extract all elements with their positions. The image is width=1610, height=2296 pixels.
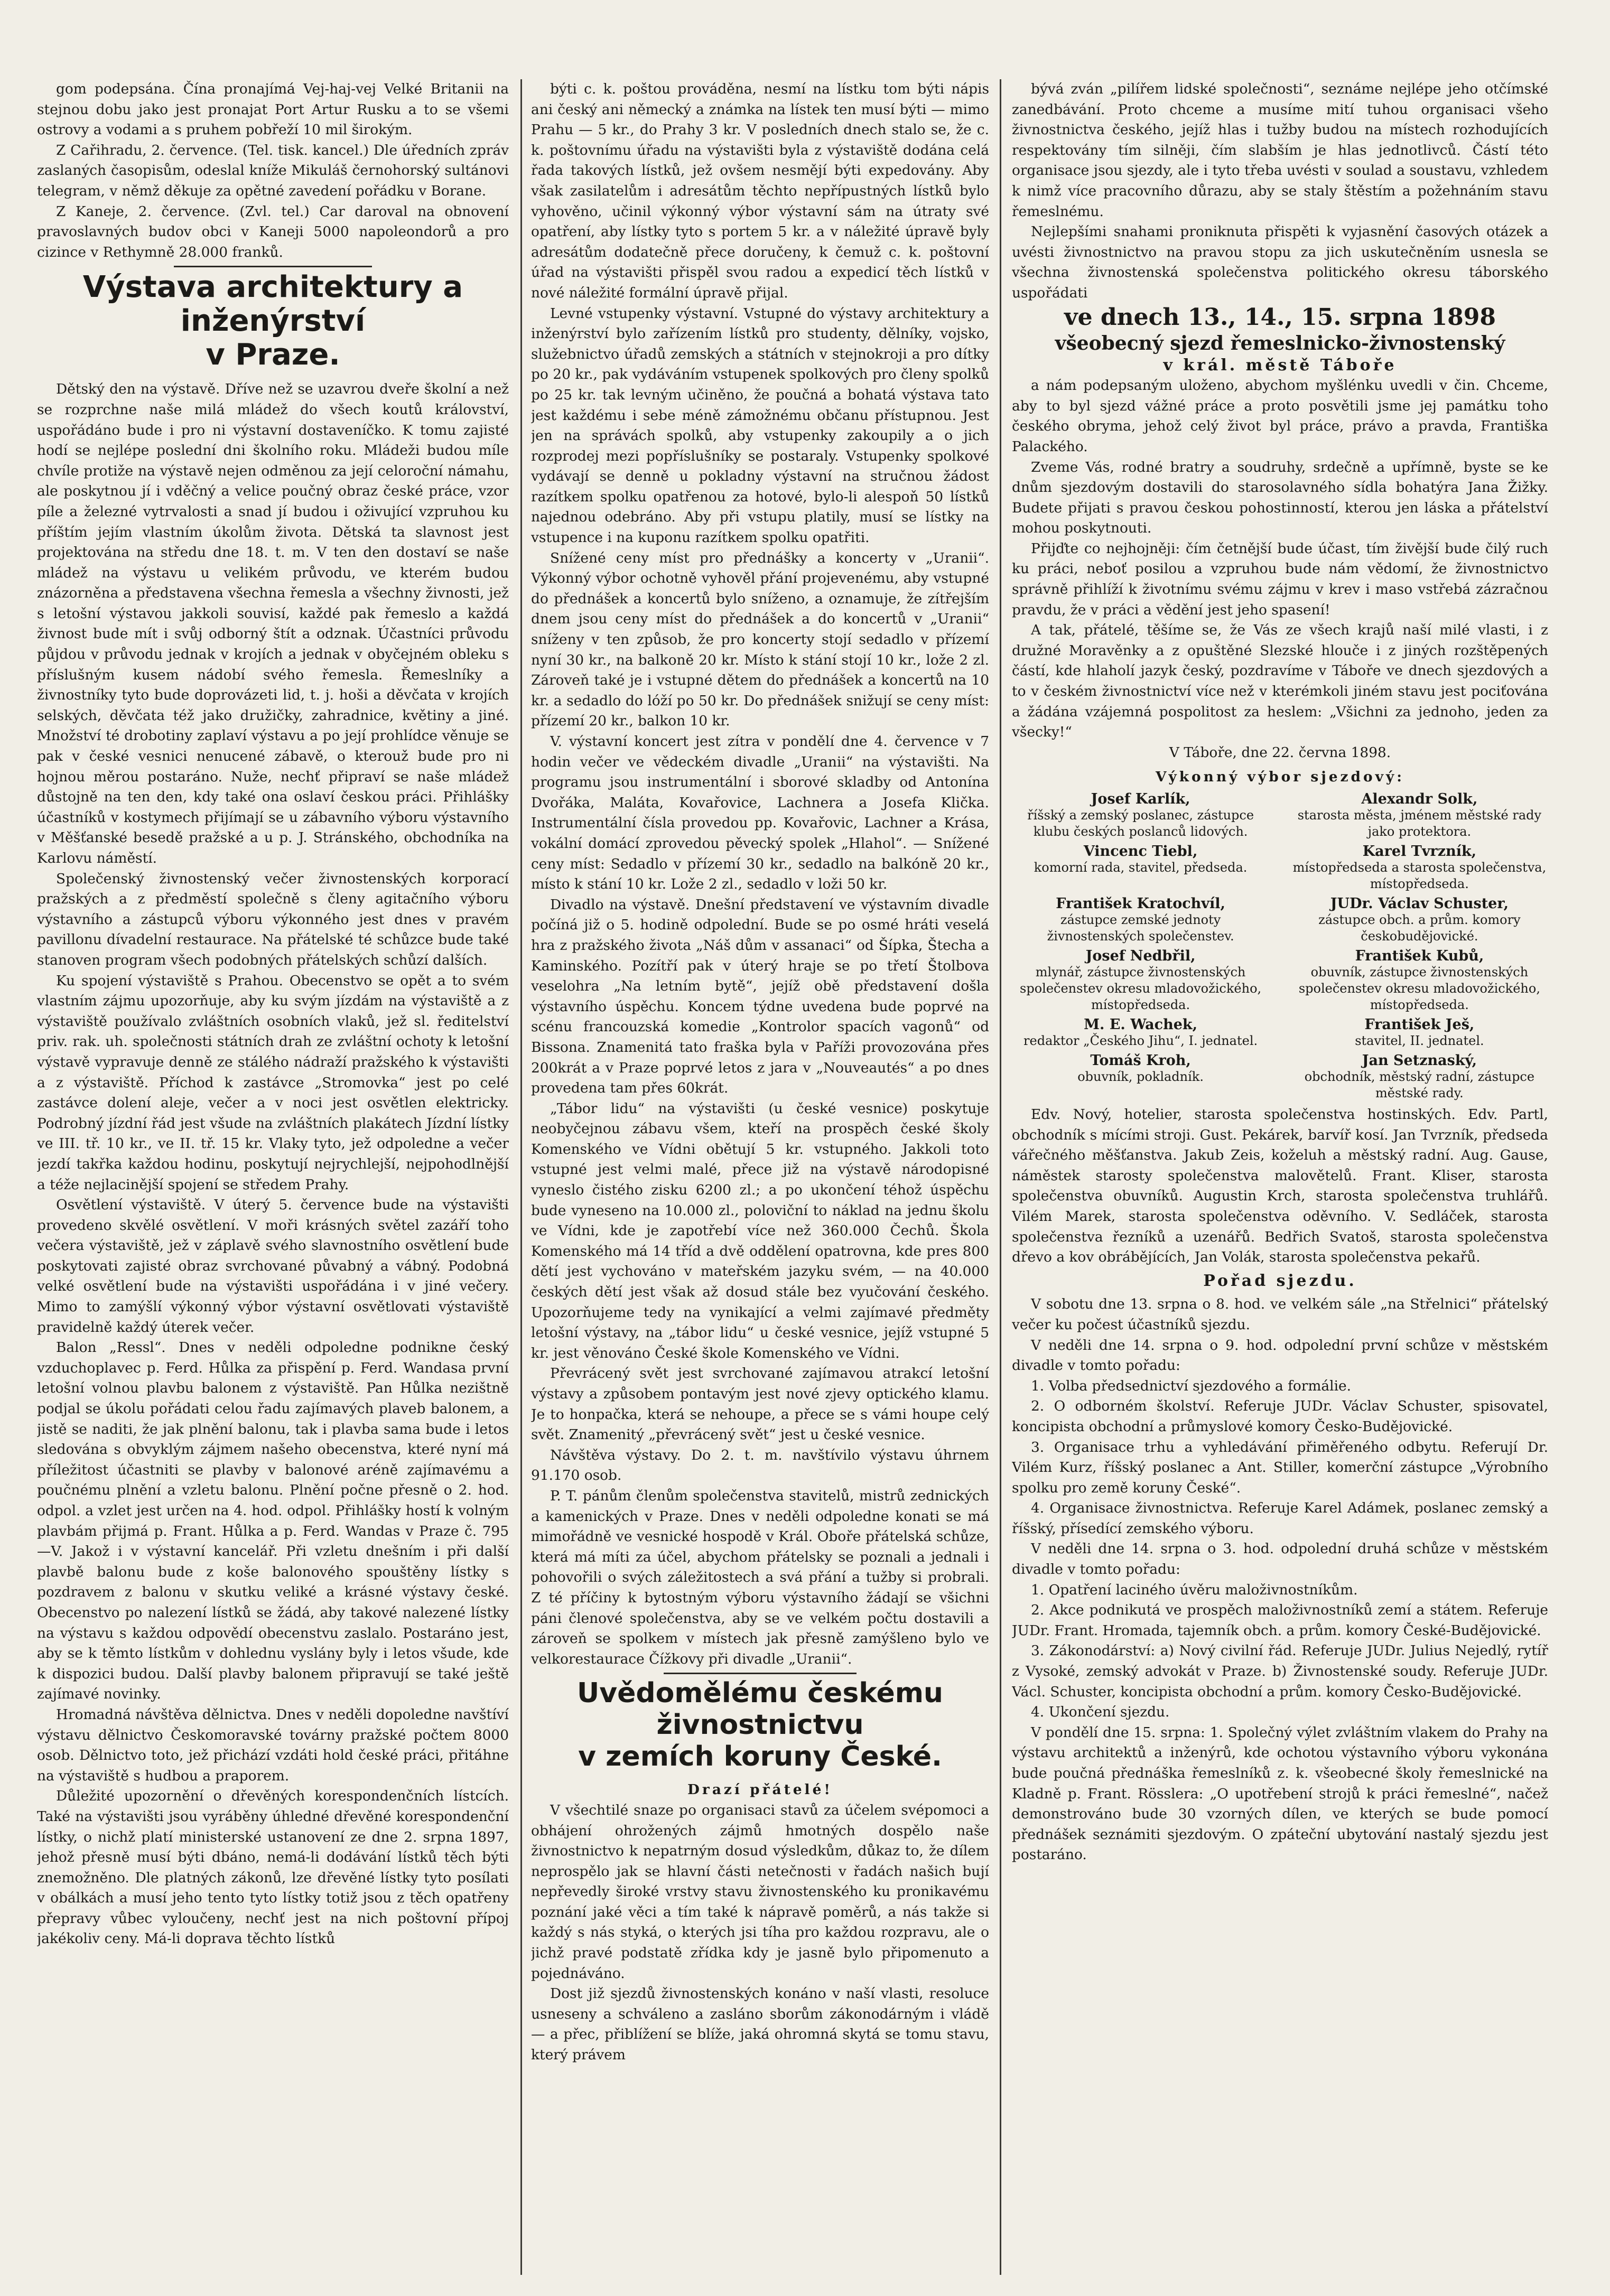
signatory-role: starosta města, jménem městské rady jako protektora. [1297,808,1542,839]
appeal-paragraph: a nám podepsaným uloženo, abychom myšlénku uvedli v čin. Chceme, aby to byl sjezd vážné práce a proto posvětili jsme jej památku toho českého obryma, jehož celý život byl práce, právo a pravda, Františka Palackého. [1012,377,1548,455]
signatory-role: redaktor „Českého Jihu“, I. jednatel. [1023,1033,1258,1048]
signatory-name: Alexandr Solk, [1361,791,1478,807]
signatory [1012,791,1269,840]
signatory-role: zástupce zemské jednoty živnostenských společenstev. [1047,912,1234,944]
signatory [1012,843,1269,892]
dateline: V Táboře, dne 22. června 1898. [1169,744,1391,761]
salutation: Drazí přátelé! [687,1781,833,1798]
news-item-carihrad: Z Cařihradu, 2. července. (Tel. tisk. kancel.) Dle úředních zpráv zaslaných časopisům, odeslal kníže Mikuláš černohorský sultánovi telegram, v němž děkuje za opětné zavedení pořádku v Borane. [37,142,509,199]
program-item: V neděli dne 14. srpna o 9. hod. odpolední první schůze v městském divadle v tomto pořadu: [1012,1337,1548,1374]
signatory-name: Jan Setznaský, [1362,1052,1477,1069]
article-paragraph: Převrácený svět jest svrchované zajímavou atrakcí letošní výstavy a způsobem pontavým jest nové zjevy optického klamu. Je to honpačka, která se nehoupe, a přece se s vámi houpe celý svět. Znamenitý „převrácený svět“ jest u české vesnice. [531,1365,989,1443]
article-paragraph: Balon „Ressl“. Dnes v neděli odpoledne podnikne český vzduchoplavec p. Ferd. Hůlka za přispění p. Ferd. Wandasa první letošní volnou plavbu balonem z výstaviště. Pan Hůlka nezištně podjal se úkolu pořádati celou řadu zajímavých plaveb balonem, a jistě se naditi, že jak plnění balonu, tak i plavba sama bude i letos sledována s obvyklým zájmem našeho obecenstva, které nyní má příležitost účastniti se plavby v balonové aréně zajímavému a poučnému plnění a vzletu balonu. Plnění počne přesně o 2. hod. odpol. a vzlet jest určen na 4. hod. odpol. Přihlášky hostí k volným plavbám přijmá p. Frant. Hůlka a p. Ferd. Wandas v Praze č. 795—V. Jakož i v výstavní kancelář. Při vzletu dnešním i při další plavbě balonu bude z koše balonového spouštěny lístky s pozdravem z balonu v skutku veliké a krásné výstavy české. Obecenstvo po nalezení lístků se žádá, aby takové nalezené lístky na výstavu s každou odpovědí obecenstvu zaslalo. Postaráno jest, aby se k těmto lístkům v dohlednu vyslány byly i letos všude, kde k dispozici budou. Další plavby balonem připravují se také ještě zajímavé novinky. [37,1339,509,1703]
signatory-row [1012,948,1548,1013]
signatory-name: Tomáš Kroh, [1090,1052,1191,1069]
article-paragraph: Ku spojení výstaviště s Prahou. Obecenstvo se opět a to svém vlastním zájmu upozorňuje, aby ku svým jízdám na výstaviště a z výstaviště používalo zvláštních osobních vlaků, jež sl. ředitelství priv. rak. uh. společnosti státních drah ze zvláštní ochoty k letošní výstavě vypravuje denně ze stálého nádraží pražského k výstavišti a z výstaviště. Příchod k zastávce „Stromovka“ jest po celé zastávce dolení aleje, večer a v noci jest osvětlen elektricky. Podrobný jízdní řád jest všude na zvláštních plakátech Jízdní lístky ve III. tř. 10 kr., ve II. tř. 15 kr. Vlaky tyto, jež odpoledne a večer jezdí takřka každou hodinu, poskytují nejrychlejší, nejpohodlnější a téže nejlacinější spojení se středem Prahy. [37,972,509,1193]
article-paragraph: Hromadná návštěva dělnictva. Dnes v neděli dopoledne navštíví výstavu dělnictvo Českomoravské továrny pražské počtem 8000 osob. Dělnictvo toto, jež přichází vzdáti hold české práci, přitáhne na výstaviště s hudbou a praporem. [37,1706,509,1784]
signatory [1291,895,1548,945]
article-paragraph: „Tábor lidu“ na výstavišti (u české vesnice) poskytuje neobyčejnou zábavu všem, kteří na prospěch české školy Komenského ve Vídni obětují 5 kr. vstupného. Jakkoli toto vstupné jest velmi malé, přece již na výstavě národopisné vyneslo čistého zisku 6200 zl.; a po ukončení téhož úspěchu bude vyneseno na 10.000 zl., poloviční to náklad na jednu školu ve Vídni, kde je zapotřebí více než 360.000 Čechů. Škola Komenského má 14 tříd a dvě oddělení opatrovna, kde pres 800 dětí jest vychováno v mateřském jazyku svém, — na 40.000 českých dětí jest však až dosud stále bez vyučování českého. Upozorňujeme tedy na vynikající a velmi zajímavé předměty letošní výstavy, na „tábor lidu“ u české vesnice, jejíž vstupné 5 kr. jest věnováno České škole Komenského ve Vídni. [531,1100,989,1361]
article-paragraph: P. T. pánům členům společenstva stavitelů, mistrů zednických a kamenických v Praze. Dnes v neděli odpoledne konati se má mimořádně ve vesnické hospodě v Král. Oboře přátelská schůze, která má míti za účel, abychom přátelsky se poznali a jednali i pohovořili o svých záležitostech a svá přání a tužby si probrali. Z té příčiny k bytostným výboru výstavního žádají se všichni páni členové společenstva, aby se ve velkém počtu dostavili a zároveň se spolkem v místech jak přesně zamýšleno bylo ve velkorestaurace Čížkovy při divadle „Uranii“. [531,1487,989,1667]
appeal-paragraph: Nejlepšími snahami proniknuta přispěti k vyjasnění časových otázek a uvésti živnostnictvo na pravou stopu za jich uskutečněním usnesla se všechna živnostenská společenstva politického okresu táborského uspořádati [1012,223,1548,301]
tradesmen-headline [531,1677,989,1772]
signatory-name: JUDr. Václav Schuster, [1330,895,1509,912]
appeal-paragraph: bývá zván „pilířem lidské společnosti“, seznáme nejlépe jeho otčímské zanedbávání. Proto chceme a musíme mití tuhou organisaci všeho živnostnictva českého, jejíž hlas i tužby budou na místech rozhodujících respektovány tím silněji, čím slabším je hlas jednotlivců. Částí této organisace jsou sjezdy, ale i tyto třeba uvésti v soulad a soustavu, vzhledem k nimž více pracovního důrazu, aby se staly štěstím a požehnáním stavu řemeslnému. [1012,81,1548,220]
appeal-paragraph: V všechtilé snaze po organisaci stavů za účelem svépomoci a obhájení ohrožených zájmů hmotných dospělo naše živnostnictvo k nepatrným dosud výsledkům, důkaz to, že dílem neprospělo jak se hlavní části netečnosti v řadách našich bují nepřevedly široké vrstvy stavu živnostenského ku pronikavému poznání jaké věci a tím také k nápravě poměrů, a nás takže si každý s nás styká, o kterých jsi tíha pro každou rozpravu, ale o jichž pravé podstatě zřídka kdy je jasně bylo připomenuto a pojednáváno. [531,1802,989,1982]
appeal-paragraph: Zveme Vás, rodné bratry a soudruhy, srdečně a upřímně, byste se ke dnům sjezdovým dostavili do starosolavného sídla bohatýra Jana Žižky. Budete přijati s pravou českou pohostinností, kterou jen láska a přátelství mohou poskytnouti. [1012,459,1548,537]
signatory-role: stavitel, II. jednatel. [1355,1033,1484,1048]
program-title: Pořad sjezdu. [1203,1271,1357,1290]
article-paragraph: Snížené ceny míst pro přednášky a koncerty v „Uranii“. Výkonný výbor ochotně vyhověl přání projevenému, aby vstupné do přednášek a koncertů bylo sníženo, a oznamuje, že zítřejším dnem jsou ceny míst do přednášek a do koncertů v „Uranii“ sníženy v ten způsob, že pro koncerty stojí sedadlo v přízemí nyní 30 kr., na balkoně 20 kr. Místo k stání stojí 10 kr., lože 2 zl. Zároveň také je i vstupné dětem do přednášek a koncertů na 10 kr. a sedadlo do lóží po 50 kr. Do přednášek snižují se ceny míst: přízemí 20 kr., balkon 10 kr. [531,549,989,730]
program-item: 4. Organisace živnostnictva. Referuje Karel Adámek, poslanec zemský a říšský, přísedící zemského výboru. [1012,1500,1548,1537]
program-item: V sobotu dne 13. srpna o 8. hod. ve velkém sále „na Střelnici“ přátelský večer ku počest účastníků sjezdu. [1012,1296,1548,1333]
program-item: 3. Zákonodárství: a) Nový civilní řád. Referuje JUDr. Julius Nejedlý, rytíř z Vysoké, zemský advokát v Praze. b) Živnostenské soudy. Referuje JUDr. Václ. Schuster, koncipista obchodní a prům. komory Česko-Budějovické. [1012,1642,1548,1700]
program-item: 1. Opatření laciného úvěru maloživnostníkům. [1031,1581,1358,1598]
signatory-name: František Kubů, [1355,948,1484,964]
program-item: 4. Ukončení sjezdu. [1031,1704,1170,1721]
article-paragraph: Osvětlení výstaviště. V úterý 5. července bude na výstavišti provedeno skvělé osvětlení. V moři krásných světel zazáří toho večera výstaviště, jež v záplavě svého slavnostního osvětlení bude poskytovati zajisté obraz svrchované půvabný a vábný. Podobná velké osvětlení bude na výstavišti uspořádána i v jiné večery. Mimo to zamýšlí výkonný výbor výstavní osvětlovati výstaviště pravidelně každý úterek večer. [37,1197,509,1336]
program-item: 3. Organisace trhu a vyhledávání přiměřeného odbytu. Referují Dr. Vilém Kurz, říšský poslanec a Ant. Stiller, komerční zástupce „Výrobního spolku pro země koruny České“. [1012,1439,1548,1496]
appeal-paragraph: A tak, přátelé, těšíme se, že Vás ze všech krajů naší milé vlasti, i z družné Moravěnky a z opuštěné Slezské hlouče i z jiných rozštěpených částí, kde hlaholí jazyk český, pozdravíme v Táboře ve dnech sjezdových a to v českém živnostnictví více než v kterémkoli jiném stavu jest pociťována a žádána vzájemná pospolitost za heslem: „Všichni za jednoho, jeden za všecky!“ [1012,622,1548,741]
signatory-role: komorní rada, stavitel, předseda. [1034,860,1248,875]
signatory-row [1012,791,1548,840]
signatory-role: obchodník, městský radní, zástupce městské rady. [1304,1069,1535,1100]
column-rule-1 [520,79,522,2275]
signatory [1012,948,1269,1013]
article-paragraph: Divadlo na výstavě. Dnešní představení ve výstavním divadle počíná již o 5. hodině odpolední. Bude se po osmé hráti veselá hra z pražského života „Náš dům v assanaci“ od Šípka, Štecha a Kaminského. Pozítří pak v úterý hraje se po třetí Štolbova veselohra „Na letním bytě“, jejíž obě představení došla výstavního úspěchu. Koncem týdne uvedena bude poprvé na scénu francouzská komedie „Kontrolor spacích vagonů“ od Bissona. Znamenitá tato fraška byla v Paříži provozována přes 200krát a v Praze poprvé letos z jara v „Nouveautés“ a po dnes provedena tam přes 60krát. [531,896,989,1097]
article-paragraph: býti c. k. poštou prováděna, nesmí na lístku tom býti nápis ani český ani německý a známka na lístek ten musí býti — mimo Prahu — 5 kr., do Prahy 3 kr. V posledních dnech stalo se, že c. k. poštovnímu úřadu na výstavišti byla z výstaviště dodána celá řada takových lístků, jež ovšem nesmějí býti expedovány. Aby však zasilatelům i adresátům těchto nepřípustných lístků bylo vyhověno, učinil výkonný výbor výstavní sám na útraty své opatření, aby lístky tyto s portem 5 kr. a v náležité úpravě byly adresátům dodatečně přece doručeny, k čemuž c. k. poštovní úřad na výstavišti přispěl svou radou a expedicí těch lístků v nové náležité formální úpravě přijal. [531,81,989,301]
signatory [1291,843,1548,892]
signatory [1012,1016,1269,1049]
signatory-row [1012,895,1548,945]
signatory-name: Vincenc Tiebl, [1083,843,1198,860]
signatory [1291,1052,1548,1102]
top-paragraph: gom podepsána. Čína pronajímá Vej-haj-vej Velké Britanii na stejnou dobu jako jest pronajat Port Artur Rusku a to se všemi ostrovy a vodami a s pruhem pobřeží 10 mil širokým. [37,81,509,138]
appeal-paragraph: Přijďte co nejhojněji: čím četnější bude účast, tím živější bude čilý ruch ku práci, neboť posilou a vzpruhou bude nám vědomí, že živnostnictvo správně přihlíží k životnímu svému zájmu v krev i maso vstřebá zázračnou pravdu, že v práci a vědění jest jeho spasení! [1012,540,1548,618]
program-item: V pondělí dne 15. srpna: 1. Společný výlet zvláštním vlakem do Prahy na výstavu architektů a inženýrů, kde ochotou výstavního výboru vykonána bude poučná přednáška řemeslníků z. k. všeobecné školy řemeslnické na Kladně p. Frant. Rösslera: „O upotřebení strojů k práci řemeslné“, načež demonstrováno bude 30 vzorných dílen, ve kterých se bude pomocí přednášek seznámiti sjezdovým. O zpáteční ubytování nastalý sjezdu jest postaráno. [1012,1724,1548,1863]
signatory-name: Karel Tvrzník, [1362,843,1477,860]
signatory [1291,948,1548,1013]
signatory [1291,1016,1548,1049]
column-3 [1012,79,1548,2275]
committee-members: Edv. Nový, hotelier, starosta společenstva hostinských. Edv. Partl, obchodník s mícími stroji. Gust. Pekárek, barvíř kosí. Jan Tvrzník, předseda vářečného měšťanstva. Jakub Zeis, koželuh a městský radní. Aug. Gause, náměstek starosty společenstva malovětelů. Frant. Kliser, starosta společenstva obuvníků. Augustin Krch, starosta společenstva truhlářů. Vilém Marek, starosta společenstva oděvního. V. Sedláček, starosta společenstva řezníků a uzenářů. Bedřich Svatoš, starosta společenstva dřevo a kov obrábějících, Jan Volák, starosta společenstva pekařů. [1012,1106,1548,1266]
column-2 [531,79,989,2275]
congress-place: v král. městě Táboře [1163,356,1397,375]
signatory-role: místopředseda a starosta společenstva, místopředseda. [1292,860,1547,891]
article-paragraph: Dětský den na výstavě. Dříve než se uzavrou dveře školní a než se rozprchne naše milá mládež do všech koutů království, uspořádáno bude i pro ni výstavní dostaveníčko. K tomu zajisté hodí se nejlépe poslední dni školního roku. Mládeži budou míle chvíle protiže na výstavě nejen odměnou za její celoroční námahu, ale poskytnou jí i vděčný a velice poučný obraz české práce, vzor píle a železné vytrvalosti a snad jí budou i oživující vzpruhou ku příštím jejím vlastním úkolům života. Dětská ta slavnost jest projektována na středu dne 18. t. m. V ten den dostaví se naše mládež na výstavu u velikém průvodu, ve kterém budou znázorněna a představena všechna řemesla a všechny živnosti, jež s letošní výstavou jakkoli souvisí, každé pak řemeslo a každá živnost bude mít i svůj odborný štít a odznak. Účastníci průvodu půjdou v průvodu jednak v krojích a jednak v obyčejném obleku s příslušným kusem nádobí svého řemesla. Řemeslníky a živnostníky tyto bude doprovázeti lid, t. j. hoši a děvčata v krojích selských, děvčata též jako družičky, zahradnice, květiny a jiné. Množství té drobotiny zaplaví výstavu a po její prohlídce věnuje se pak v české vesnici nenucené zábavě, o kterouž bude pro ni hojnou měrou postaráno. Nuže, nechť připraví se naše mládež důstojně na ten den, kdy také ona oslaví českou práci. Přihlášky účastníků v kostymech přijímají se u zábavního výboru výstavního v Měšťanské besedě pražské a u p. J. Stránského, obchodníka na Karlovu náměstí. [37,381,509,866]
program-item: V neděli dne 14. srpna o 3. hod. odpolední druhá schůze v městském divadle v tomto pořadu: [1012,1541,1548,1578]
signatory-row [1012,1016,1548,1049]
signatory [1291,791,1548,840]
program-item: 2. Akce podnikutá ve prospěch maloživnostníků zemí a státem. Referuje JUDr. Frant. Hromada, tajemník obch. a prům. komory České-Budějovické. [1012,1602,1548,1639]
exhibition-headline [37,270,509,372]
signatory-role: říšský a zemský poslanec, zástupce klubu českých poslanců lidových. [1027,808,1254,839]
congress-date: ve dnech 13., 14., 15. srpna 1898 [1064,303,1496,331]
separator-rule [174,266,372,267]
column-rule-2 [1000,79,1001,2275]
signatory-role: zástupce obch. a prům. komory českobudějovické. [1318,912,1521,944]
signatory-name: František Kratochvíl, [1056,895,1225,912]
headline-line-1: Uvědomělému českému živnostnictvu [577,1677,943,1741]
signatory-row [1012,843,1548,892]
signatory-name: Josef Nedbřil, [1085,948,1196,964]
program-item: 2. O odborném školství. Referuje JUDr. Václav Schuster, spisovatel, koncipista obchodní a průmyslové komory Česko-Budějovické. [1012,1398,1548,1435]
article-paragraph: Společenský živnostenský večer živnostenských korporací pražských a z předměstí společně s členy agitačního výboru výstavního a zástupců výboru výkonného jest dnes v pravém pavillonu dívadelní restaurace. Na přátelské té schůzce bude také stanoven program všech podobných přátelských schůzí dalších. [37,870,509,968]
signatory-name: Josef Karlík, [1091,791,1190,807]
signatory-name: František Ješ, [1364,1016,1475,1033]
appeal-paragraph: Dost již sjezdů živnostenských konáno v naší vlasti, resoluce usneseny a schváleno a zasláno sborům zákonodárným i vládě — a přec, přiblížení se blíže, jaká ohromná skytá se tomu stavu, který právem [531,1985,989,2064]
signatory-name: M. E. Wachek, [1084,1016,1198,1033]
article-paragraph: Návštěva výstavy. Do 2. t. m. navštívilo výstavu úhrnem 91.170 osob. [531,1446,989,1484]
headline-line-1: Výstava architektury a inženýrství [82,270,463,339]
congress-title: všeobecný sjezd řemeslnicko-živnostenský [1055,332,1505,354]
signatory [1012,895,1269,945]
committee-title: Výkonný výbor sjezdový: [1156,769,1404,786]
news-item-kanea: Z Kaneje, 2. července. (Zvl. tel.) Car daroval na obnovení pravoslavných budov obci v Kaneji 5000 napoleondorů a pro cizince v Rethymně 28.000 franků. [37,203,509,260]
separator-rule [664,1673,856,1674]
signatory-role: obuvník, pokladník. [1077,1069,1204,1084]
article-paragraph: Důležité upozornění o dřevěných korespondenčních lístcích. Také na výstavišti jsou vyráběny úhledné dřevěné korespondenční lístky, o nichž platí ministerské ustanovení ze dne 2. srpna 1897, jehož přesně musí býti dbáno, nemá-li dodávání lístků těch býti znemožněno. Dle platných zákonů, lze dřevěné lístky tyto posílati v obálkách a musí jeho tento tyto lístky totiž jsou z těch opatřeny přepravy vůbec vyloučeny, nechť jest na nich poštovní přípoj jakékoliv ceny. Má-li doprava těchto lístků [37,1788,509,1947]
headline-line-2: v Praze. [206,338,340,372]
signatory [1012,1052,1269,1102]
column-1 [37,79,509,2275]
program-item: 1. Volba předsednictví sjezdového a formálie. [1031,1377,1352,1394]
signatory-role: obuvník, zástupce živnostenských společenstev okresu mladovožického, místopředseda. [1298,965,1540,1012]
signatory-role: mlynář, zástupce živnostenských společenstev okresu mladovožického, místopředseda. [1020,965,1262,1012]
signatory-row [1012,1052,1548,1102]
article-paragraph: Levné vstupenky výstavní. Vstupné do výstavy architektury a inženýrství bylo zařízením lístků pro studenty, dělníky, vojsko, služebnictvo úřadů zemských a státních v stejnokroji a pro dítky po 20 kr., pak vydáváním vstupenek spolkových pro členy spolků po 25 kr. tak levným učiněno, že poučná a bohatá výstava tato jest každému i sebe méně zámožnému občanu přístupnou. Jest jen na správách spolků, aby vstupenky zakoupily a o jich rozprodej mezi popříslušníky se postaraly. Vstupenky spolkové vydávají se denně u pokladny výstavní na stručnou žádost razítkem spolku opatřenou za hotové, bylo-li alespoň 50 lístků najednou odebráno. Aby při vstupu platily, musí se lístky na vstupence i na kuponu razítkem spolku opatřiti. [531,305,989,546]
article-paragraph: V. výstavní koncert jest zítra v pondělí dne 4. července v 7 hodin večer ve vědeckém divadle „Uranii“ na výstavišti. Na programu jsou instrumentální i sborové skladby od Antonína Dvořáka, Maláta, Kovařovice, Lachnera a Josefa Klička. Instrumentální čísla provedou pp. Kovařovic, Lachner a Krása, vokální domácí zprovedou pěvecký spolek „Hlahol“. — Snížené ceny míst: Sedadlo v přízemí 30 kr., sedadlo na balkóně 20 kr., místo k stání 10 kr. Lože 2 zl., sedadlo v loži 50 kr. [531,733,989,893]
headline-line-2: v zemích koruny České. [578,1741,942,1773]
